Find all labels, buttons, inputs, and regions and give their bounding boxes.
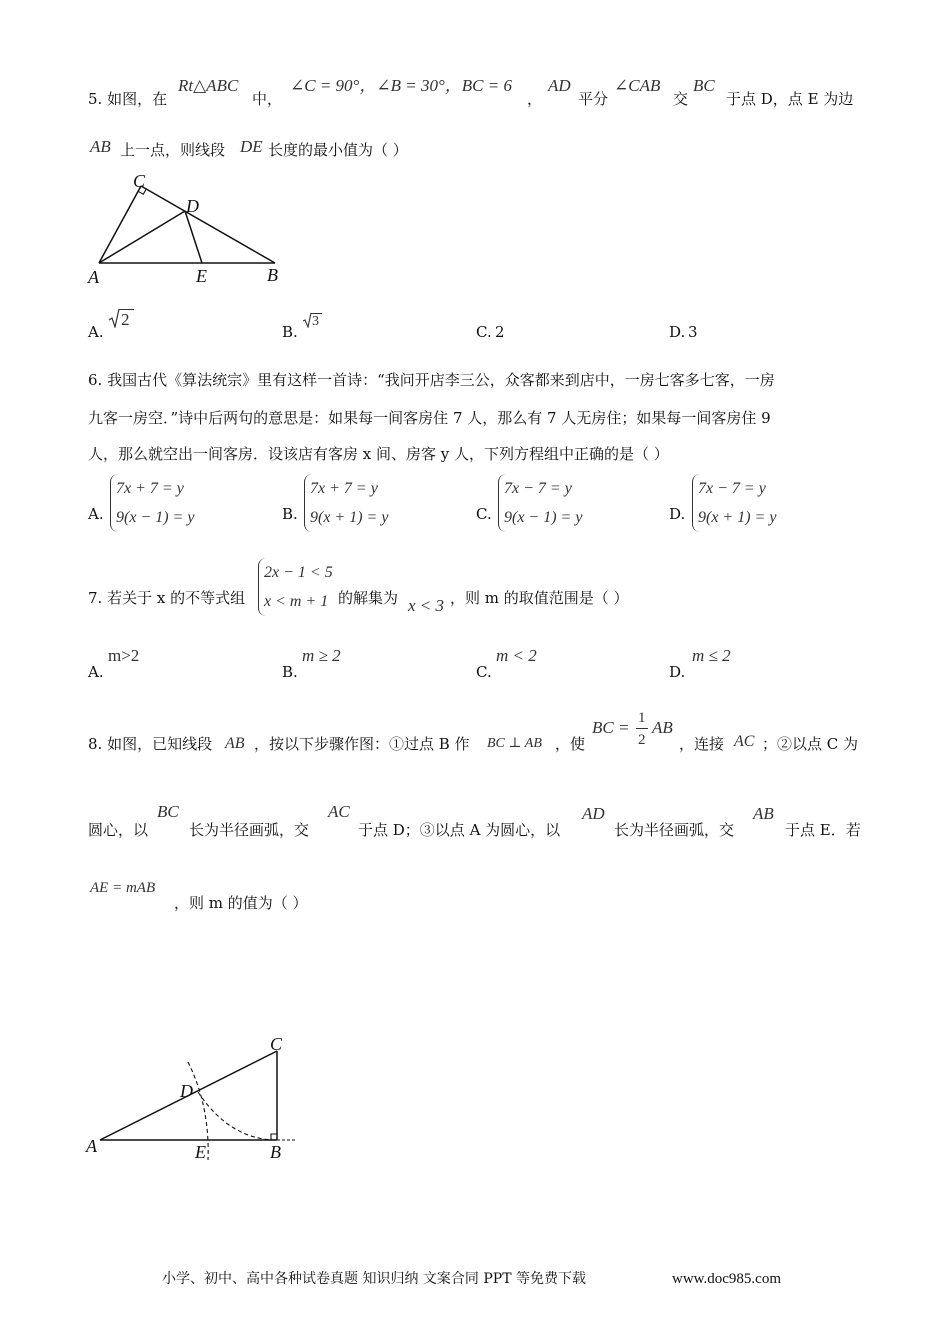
q6-option-a-eq2: 9(x − 1) = y <box>116 509 195 526</box>
q7-math-solution: x < 3 <box>408 596 445 615</box>
q5-text-1: 5. 如图，在 <box>88 90 168 108</box>
q8-text-2: ，按以下步骤作图：①过点 B 作 <box>254 735 470 753</box>
q5-text-7: 上一点，则线段 <box>120 141 226 159</box>
q7-option-b-letter: B. <box>282 663 298 681</box>
q7-option-a-letter: A. <box>88 663 104 681</box>
q5-label-a: A <box>88 267 99 287</box>
q5-label-c: C <box>133 171 146 191</box>
q8-text-4: ，连接 <box>679 735 725 753</box>
q8-text-3: ，使 <box>555 735 586 753</box>
q6-option-a-letter: A. <box>88 505 104 523</box>
q8-label-e: E <box>195 1142 206 1162</box>
q8-text-10: 于点 E．若 <box>785 821 861 839</box>
q8-text-8: 于点 D；③以点 A 为圆心，以 <box>358 821 561 839</box>
q5-option-c-value: 2 <box>495 323 505 341</box>
q7-option-b-value: m ≥ 2 <box>302 646 341 665</box>
q5-option-a-letter: A. <box>88 323 104 341</box>
q5-math-ab: AB <box>90 137 111 156</box>
q5-text-4: 平分 <box>578 90 609 108</box>
q6-option-c-eq2: 9(x − 1) = y <box>504 509 583 526</box>
q8-math-ab: AB <box>225 735 245 752</box>
q6-option-d-eq1: 7x − 7 = y <box>698 480 766 497</box>
q5-option-d-value: 3 <box>688 323 698 341</box>
q6-option-d-eq2: 9(x + 1) = y <box>698 509 777 526</box>
q6-option-d-system <box>692 474 776 532</box>
q5-text-3: ， <box>527 90 543 108</box>
q8-math-ad: AD <box>582 804 605 823</box>
q5-option-b-letter: B. <box>282 323 298 341</box>
q5-triangle-figure <box>80 168 300 290</box>
q7-inequality-system <box>258 558 333 616</box>
q8-math-perp: BC ⊥ AB <box>487 736 542 751</box>
q7-option-d-letter: D. <box>669 663 686 681</box>
q5-math-bc: BC <box>693 76 715 95</box>
q6-option-b-system <box>304 474 388 532</box>
q8-text-6: 圆心，以 <box>88 821 149 839</box>
q6-line-3: 人，那么就空出一间客房．设该店有客房 x 间、房客 y 人，下列方程组中正确的是（ ） <box>88 445 669 463</box>
q5-text-5: 交 <box>673 90 689 108</box>
q7-text-1: 7. 若关于 x 的不等式组 <box>88 589 246 607</box>
q6-option-a-eq1: 7x + 7 = y <box>116 480 184 497</box>
q8-text-9: 长为半径画弧，交 <box>614 821 735 839</box>
q6-line-2: 九客一房空．”诗中后两句的意思是：如果每一间客房住 7 人，那么有 7 人无房住；如果每一间客房住 9 <box>88 409 771 427</box>
sqrt-radical-icon <box>108 308 120 328</box>
q5-math-conditions: ∠C = 90°，∠B = 30°，BC = 6 <box>290 76 512 95</box>
q5-label-b: B <box>267 265 278 285</box>
q5-option-a-value: 2 <box>121 310 130 329</box>
q5-option-b-value: 3 <box>312 314 319 329</box>
q5-text-2: 中， <box>252 90 283 108</box>
q7-text-2: 的解集为 <box>338 589 399 607</box>
q5-math-ad: AD <box>548 76 571 95</box>
q6-option-c-system <box>498 474 582 532</box>
q5-text-8: 长度的最小值为（ ） <box>268 141 408 159</box>
q5-math-rt-triangle: Rt△ABC <box>178 76 239 95</box>
sqrt-radical-icon <box>302 312 312 328</box>
q7-inequality-1: 2x − 1 < 5 <box>264 564 333 581</box>
q5-option-c-letter: C. <box>476 323 492 341</box>
q8-text-11: ，则 m 的值为（ ） <box>174 894 308 912</box>
q6-option-a-system <box>110 474 194 532</box>
q8-math-equation: AE = mAB <box>90 880 156 896</box>
footer-text: 小学、初中、高中各种试卷真题 知识归纳 文案合同 PPT 等免费下载 <box>162 1271 586 1287</box>
q8-text-5: ；②以点 C 为 <box>762 735 859 753</box>
q8-frac-lhs: BC = <box>592 718 630 737</box>
q8-label-a: A <box>86 1136 97 1156</box>
q8-fraction-bar <box>636 728 648 729</box>
q5-label-e: E <box>196 266 207 286</box>
q8-text-1: 8. 如图，已知线段 <box>88 735 213 753</box>
q5-text-6: 于点 D，点 E 为边 <box>726 90 854 108</box>
q5-option-d-letter: D. <box>669 323 686 341</box>
q6-option-b-letter: B. <box>282 505 298 523</box>
q6-option-b-eq1: 7x + 7 = y <box>310 480 378 497</box>
q7-option-c-letter: C. <box>476 663 492 681</box>
q6-line-1: 6. 我国古代《算法统宗》里有这样一首诗：“我问开店李三公，众客都来到店中，一房七客多七客，一房 <box>88 371 775 389</box>
q8-label-b: B <box>270 1142 281 1162</box>
q6-option-c-letter: C. <box>476 505 492 523</box>
q7-option-d-value: m ≤ 2 <box>692 646 731 665</box>
q8-math-ac: AC <box>734 733 755 750</box>
q6-option-c-eq1: 7x − 7 = y <box>504 480 572 497</box>
q5-math-de: DE <box>240 137 263 156</box>
q6-option-b-eq2: 9(x + 1) = y <box>310 509 389 526</box>
q5-math-cab: ∠CAB <box>614 76 661 95</box>
q8-frac-numerator: 1 <box>638 710 646 726</box>
q8-text-7: 长为半径画弧，交 <box>189 821 310 839</box>
q6-option-d-letter: D. <box>669 505 686 523</box>
q7-text-3: ，则 m 的取值范围是（ ） <box>450 589 629 607</box>
q8-math-bc: BC <box>157 802 179 821</box>
q8-label-c: C <box>270 1034 283 1054</box>
q8-frac-denominator: 2 <box>638 732 646 748</box>
q7-option-a-value: m>2 <box>108 646 140 665</box>
q8-math-ac-2: AC <box>328 802 350 821</box>
footer-url[interactable]: www.doc985.com <box>672 1271 782 1287</box>
q8-math-ab-2: AB <box>753 804 774 823</box>
q8-frac-rhs: AB <box>652 718 673 737</box>
q7-option-c-value: m < 2 <box>496 646 537 665</box>
q8-label-d: D <box>180 1081 193 1101</box>
q8-construction-figure <box>80 1030 310 1166</box>
q5-label-d: D <box>186 196 199 216</box>
q7-inequality-2: x < m + 1 <box>264 593 329 610</box>
